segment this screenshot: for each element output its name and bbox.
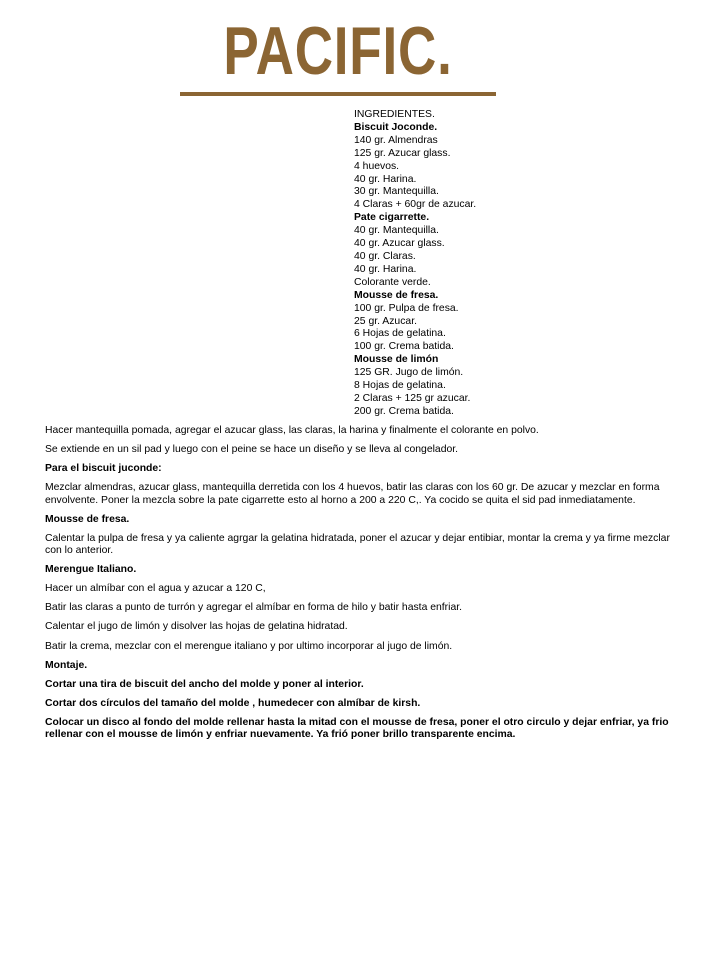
recipe-title: PACIFIC. (223, 13, 453, 89)
instruction-heading: Para el biscuit juconde: (45, 463, 162, 475)
instruction-paragraph: Calentar el jugo de limón y disolver las hojas de gelatina hidratad. (45, 621, 348, 633)
section-heading: Pate cigarrette. (354, 212, 430, 224)
ingredient-item: 100 gr. Pulpa de fresa. (354, 302, 459, 314)
ingredient-item: 40 gr. Mantequilla. (354, 225, 439, 237)
ingredient-item: Colorante verde. (354, 276, 431, 288)
ingredient-item: 140 gr. Almendras (354, 134, 438, 146)
ingredient-item: 125 gr. Azucar glass. (354, 147, 451, 159)
ingredient-item: 125 GR. Jugo de limón. (354, 367, 464, 379)
ingredient-item: 4 Claras + 60gr de azucar. (354, 199, 477, 211)
instruction-paragraph: Cortar una tira de biscuit del ancho del molde y poner al interior. (45, 678, 364, 690)
instruction-paragraph: Cortar dos círculos del tamaño del molde , humedecer con almíbar de kirsh. (45, 697, 421, 709)
instruction-paragraph: Batir la crema, mezclar con el merengue italiano y por ultimo incorporar al jugo de limón. (45, 640, 453, 652)
ingredient-item: 8 Hojas de gelatina. (354, 380, 446, 392)
ingredient-item: 40 gr. Harina. (354, 173, 417, 185)
instruction-paragraph: Colocar un disco al fondo del molde rellenar hasta la mitad con el mousse de fresa, poner el otro circulo y dejar enfriar, ya frio rellenar con el mousse de limón y enfriar nuevamente. Ya frió poner brillo transparente encima. (45, 716, 669, 741)
instructions (45, 425, 675, 748)
ingredient-item: 40 gr. Harina. (354, 263, 417, 275)
ingredients-list (354, 109, 694, 419)
instruction-heading: Mousse de fresa. (45, 513, 130, 525)
instruction-paragraph: Mezclar almendras, azucar glass, mantequilla derretida con los 4 huevos, batir las claras con los 60 gr. De azucar y mezclar en forma envolvente. Poner la mezcla sobre la pate cigarrette esto al horno a 200 a 220 C,. Ya cocido se quita el sid pad inmediatamente. (45, 482, 660, 506)
instruction-paragraph: Hacer mantequilla pomada, agregar el azucar glass, las claras, la harina y finalmente el colorante en polvo. (45, 425, 539, 436)
ingredient-item: 30 gr. Mantequilla. (354, 186, 439, 198)
ingredients-heading: INGREDIENTES. (354, 109, 435, 120)
instruction-heading: Montaje. (45, 659, 88, 671)
instruction-paragraph: Se extiende en un sil pad y luego con el peine se hace un diseño y se lleva al congelador. (45, 444, 459, 456)
section-heading: Biscuit Joconde. (354, 121, 438, 133)
ingredient-item: 6 Hojas de gelatina. (354, 328, 446, 340)
ingredient-item: 40 gr. Claras. (354, 250, 416, 262)
instruction-paragraph: Calentar la pulpa de fresa y ya caliente agrgar la gelatina hidratada, poner el azucar y dejar entibiar, montar la crema y ya firme mezclar con lo anterior. (45, 532, 670, 557)
section-heading: Mousse de limón (354, 354, 439, 366)
ingredient-item: 25 gr. Azucar. (354, 315, 417, 327)
ingredient-item: 40 gr. Azucar glass. (354, 238, 445, 250)
ingredient-item: 100 gr. Crema batida. (354, 341, 454, 353)
title-underline (180, 92, 496, 96)
instruction-paragraph: Batir las claras a punto de turrón y agregar el almíbar en forma de hilo y batir hasta enfriar. (45, 602, 462, 614)
instruction-paragraph: Hacer un almíbar con el agua y azucar a 120 C, (45, 583, 266, 595)
ingredient-item: 4 huevos. (354, 160, 400, 172)
ingredient-item: 200 gr. Crema batida. (354, 405, 454, 417)
ingredient-item: 2 Claras + 125 gr azucar. (354, 392, 471, 404)
section-heading: Mousse de fresa. (354, 289, 439, 301)
instruction-heading: Merengue Italiano. (45, 564, 137, 576)
